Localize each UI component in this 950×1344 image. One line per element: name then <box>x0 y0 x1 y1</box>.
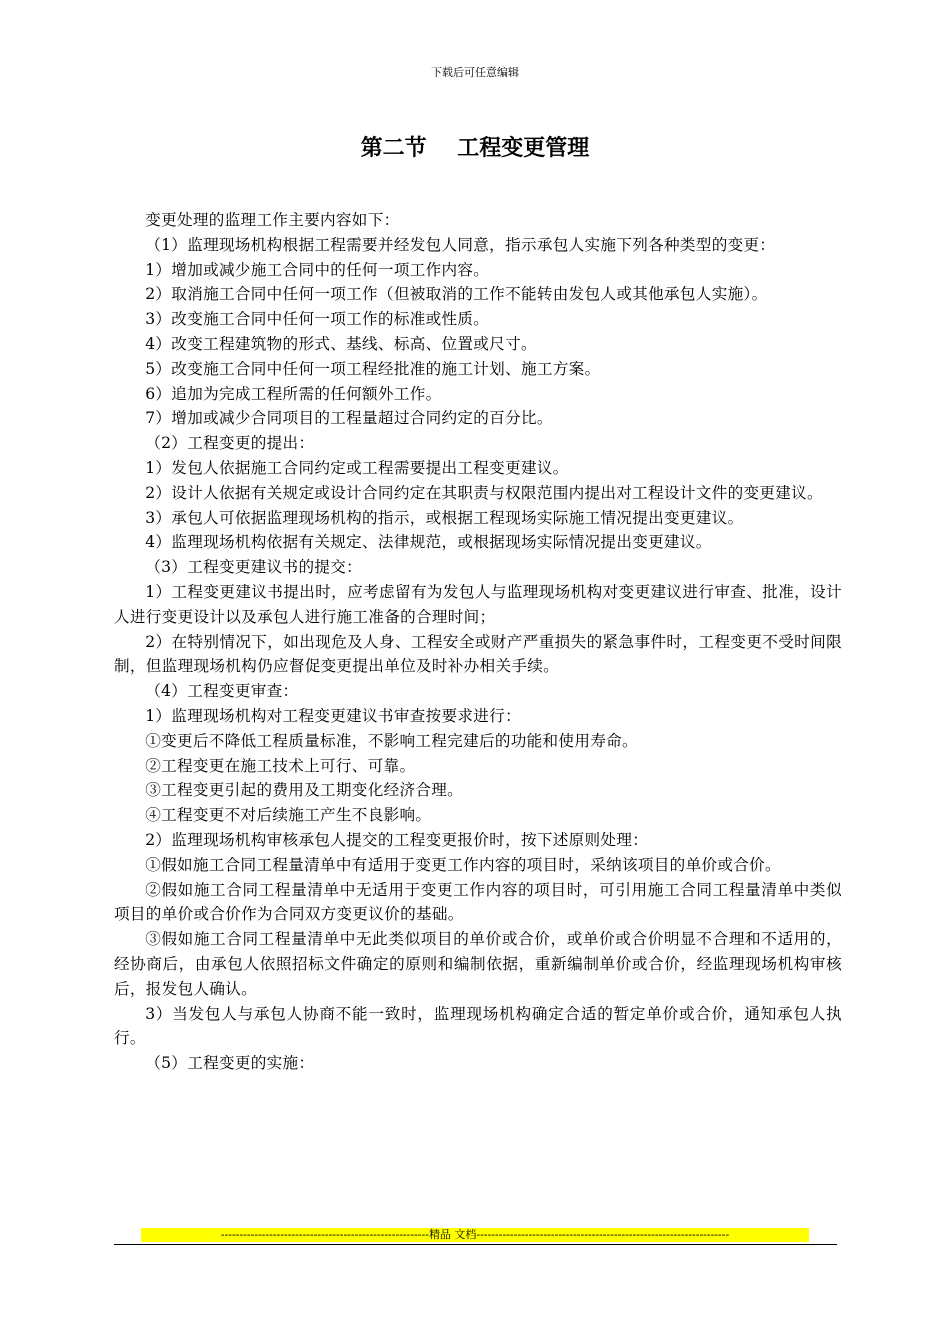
paragraph-item: 7）增加或减少合同项目的工程量超过合同约定的百分比。 <box>145 409 553 428</box>
paragraph-heading-2: （2）工程变更的提出： <box>145 434 315 453</box>
paragraph-item: 4）改变工程建筑物的形式、基线、标高、位置或尺寸。 <box>145 334 537 353</box>
paragraph-item: 1）工程变更建议书提出时，应考虑留有为发包人与监理现场机构对变更建议进行审查、批准，设计人进行变更设计以及承包人进行施工准备的合理时间； <box>114 582 842 626</box>
paragraph-subitem: ④工程变更不对后续施工产生不良影响。 <box>145 806 432 825</box>
paragraph-heading-3: （3）工程变更建议书的提交： <box>145 558 363 577</box>
paragraph-intro: 变更处理的监理工作主要内容如下： <box>145 211 400 229</box>
paragraph-subitem: ①假如施工合同工程量清单中有适用于变更工作内容的项目时，采纳该项目的单价或合价。 <box>145 855 781 874</box>
paragraph-item: 4）监理现场机构依据有关规定、法律规范，或根据现场实际情况提出变更建议。 <box>145 533 712 552</box>
footer-rule <box>114 1244 837 1245</box>
paragraph-item: 2）在特别情况下，如出现危及人身、工程安全或财产严重损失的紧急事件时，工程变更不受时间限制，但监理现场机构仍应督促变更提出单位及时补办相关手续。 <box>114 632 842 676</box>
paragraph-item: 5）改变施工合同中任何一项工程经批准的施工计划、施工方案。 <box>145 359 601 378</box>
paragraph-subitem: ①变更后不降低工程质量标准，不影响工程完建后的功能和使用寿命。 <box>145 731 638 750</box>
paragraph-subitem: ②工程变更在施工技术上可行、可靠。 <box>145 756 416 775</box>
paragraph-heading-4: （4）工程变更审查： <box>145 682 299 701</box>
paragraph-item: 1）监理现场机构对工程变更建议书审查按要求进行： <box>145 706 521 725</box>
paragraph-item: 1）增加或减少施工合同中的任何一项工作内容。 <box>145 260 490 279</box>
paragraph-subitem: ③假如施工合同工程量清单中无此类似项目的单价或合价，或单价或合价明显不合理和不适用的，经协商后，由承包人依照招标文件确定的原则和编制依据，重新编制单价或合价，经监理现场机构审核后，报发包人确认。 <box>114 930 842 998</box>
section-title: 第二节 工程变更管理 <box>360 136 590 161</box>
paragraph-item: 2）设计人依据有关规定或设计合同约定在其职责与权限范围内提出对工程设计文件的变更建议。 <box>145 483 823 502</box>
paragraph-heading-5: （5）工程变更的实施： <box>145 1054 315 1073</box>
paragraph-item: 1）发包人依据施工合同约定或工程需要提出工程变更建议。 <box>145 458 569 477</box>
paragraph-item: 6）追加为完成工程所需的任何额外工作。 <box>145 384 442 403</box>
paragraph-item: 2）取消施工合同中任何一项工作（但被取消的工作不能转由发包人或其他承包人实施）。 <box>145 285 768 304</box>
page-header-note: 下载后可任意编辑 <box>431 66 519 79</box>
paragraph-item: 2）监理现场机构审核承包人提交的工程变更报价时，按下述原则处理： <box>145 830 649 849</box>
paragraph-heading-1: （1）监理现场机构根据工程需要并经发包人同意，指示承包人实施下列各种类型的变更： <box>145 235 776 254</box>
paragraph-subitem: ③工程变更引起的费用及工期变化经济合理。 <box>145 781 464 800</box>
document-body <box>114 208 842 1076</box>
paragraph-item: 3）改变施工合同中任何一项工作的标准或性质。 <box>145 310 490 329</box>
footer-highlight-text: --------------------------------------------------------精品 文档-------------------------------------------------------------------- <box>141 1228 809 1242</box>
paragraph-subitem: ②假如施工合同工程量清单中无适用于变更工作内容的项目时，可引用施工合同工程量清单中类似项目的单价或合价作为合同双方变更议价的基础。 <box>114 880 842 924</box>
paragraph-item: 3）当发包人与承包人协商不能一致时，监理现场机构确定合适的暂定单价或合价，通知承包人执行。 <box>114 1004 842 1048</box>
paragraph-item: 3）承包人可依据监理现场机构的指示，或根据工程现场实际施工情况提出变更建议。 <box>145 508 744 527</box>
